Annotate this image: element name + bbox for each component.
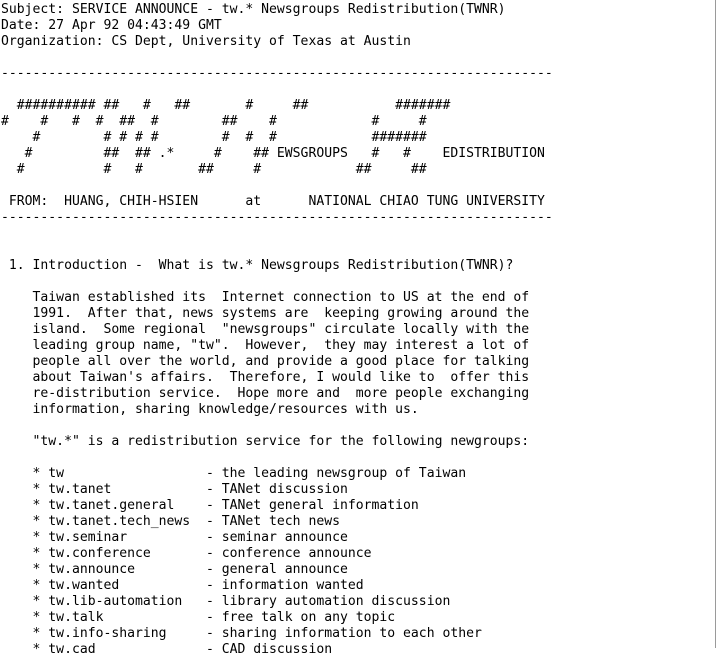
blank-line <box>1 418 553 434</box>
newsgroup-list-item: * tw.tanet - TANet discussion <box>1 482 348 497</box>
separator-line: ---------------------------------------------------------------------- <box>1 66 553 81</box>
newsgroup-list-item: * tw.wanted - information wanted <box>1 578 364 593</box>
paragraph-line: Taiwan established its Internet connection to US at the end of <box>1 290 530 305</box>
blank-line <box>1 226 553 242</box>
from-line: FROM: HUANG, CHIH-HSIEN at NATIONAL CHIAO TUNG UNIVERSITY <box>1 194 545 209</box>
blank-line <box>1 242 553 258</box>
newsgroup-list-item: * tw.cad - CAD discussion <box>1 642 333 657</box>
banner-row: # # # # ## # ## # # # <box>1 114 427 129</box>
blank-line <box>1 450 553 466</box>
newsgroup-list-item: * tw.info-sharing - sharing information to each other <box>1 626 482 641</box>
banner-row: ########## ## # ## # ## ####### <box>1 98 451 113</box>
paragraph-line: about Taiwan's affairs. Therefore, I would like to offer this <box>1 370 530 385</box>
subject-line: Subject: SERVICE ANNOUNCE - tw.* Newsgroups Redistribution(TWNR) <box>1 2 506 17</box>
article-text <box>1 2 553 658</box>
banner-row: # ## ## .* # ## EWSGROUPS # # EDISTRIBUTION <box>1 146 545 161</box>
newsgroup-list-item: * tw.seminar - seminar announce <box>1 530 348 545</box>
paragraph-line: 1991. After that, news systems are keeping growing around the <box>1 306 530 321</box>
paragraph-line: information, sharing knowledge/resources with us. <box>1 402 419 417</box>
banner-row: # # # ## # ## ## <box>1 162 427 177</box>
newsgroup-list-item: * tw.tanet.general - TANet general information <box>1 498 419 513</box>
newsgroup-list-item: * tw.tanet.tech_news - TANet tech news <box>1 514 340 529</box>
blank-line <box>1 178 553 194</box>
list-intro-line: "tw.*" is a redistribution service for the following newgroups: <box>1 434 530 449</box>
newsgroup-list-item: * tw.conference - conference announce <box>1 546 372 561</box>
newsgroup-list-item: * tw.talk - free talk on any topic <box>1 610 396 625</box>
blank-line <box>1 82 553 98</box>
paragraph-line: leading group name, "tw". However, they may interest a lot of <box>1 338 530 353</box>
newsgroup-list-item: * tw.lib-automation - library automation discussion <box>1 594 451 609</box>
separator-line: ---------------------------------------------------------------------- <box>1 210 553 225</box>
section-heading: 1. Introduction - What is tw.* Newsgroups Redistribution(TWNR)? <box>1 258 514 273</box>
blank-line <box>1 50 553 66</box>
newsgroup-list-item: * tw.announce - general announce <box>1 562 348 577</box>
blank-line <box>1 274 553 290</box>
newsgroup-list-item: * tw - the leading newsgroup of Taiwan <box>1 466 467 481</box>
date-line: Date: 27 Apr 92 04:43:49 GMT <box>1 18 222 33</box>
paragraph-line: island. Some regional "newsgroups" circulate locally with the <box>1 322 530 337</box>
paragraph-line: re-distribution service. Hope more and more people exchanging <box>1 386 530 401</box>
paragraph-line: people all over the world, and provide a good place for talking <box>1 354 530 369</box>
banner-row: # # # # # # # # ####### <box>1 130 427 145</box>
organization-line: Organization: CS Dept, University of Texas at Austin <box>1 34 411 49</box>
